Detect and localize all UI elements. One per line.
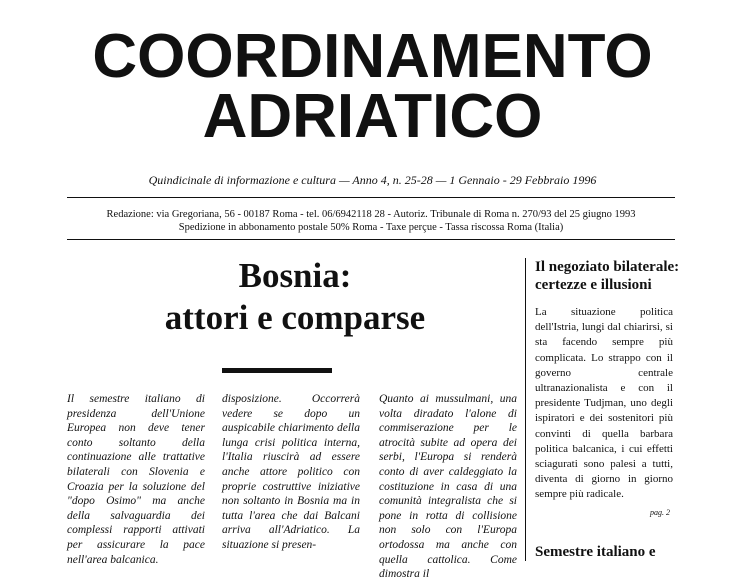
sidebar-headline-1: Il negoziato bilaterale: certezze e illusioni xyxy=(535,259,680,293)
headline-line-2: attori e comparse xyxy=(164,298,426,337)
article-column-1: Il semestre italiano di presidenza dell'Unione Europea non deve tener conto soltanto della continuazione alle trattative bilaterali con Slovenia e Croazia per la soluzione del "dopo Osimo" ma anche della salvaguardia dei complessi rapporti attivati per assicurare la pace nell'area balcanica. xyxy=(67,393,205,566)
article-column-3: Quanto ai mussulmani, una volta diradato l'alone di commiserazione per le atrocità subite ad opera dei serbi, l'Europa si renderà conto di aver caldeggiato la costituzione in casa di una comunità integralista che si pone in rotta di collisione non solo con l'Europa ortodossa ma anche con quella cattolica. Come dimostra il xyxy=(379,393,517,581)
masthead-line-2: ADRIATICO xyxy=(202,82,543,151)
headline-line-1: Bosnia: xyxy=(238,256,352,295)
editorial-info xyxy=(67,208,675,234)
sidebar-headline-2: Semestre italiano e xyxy=(535,544,656,560)
issue-line: Quindicinale di informazione e cultura — Anno 4, n. 25-28 — 1 Gennaio - 29 Febbraio 1996 xyxy=(148,173,597,187)
rule-divider-bottom xyxy=(67,239,675,240)
article-column-2: disposizione. Occorrerà vedere se dopo un auspicabile chiarimento della lunga crisi politica interna, l'Italia riuscirà ad essere anche attore politico con proprie costruttive iniziative non soltanto in Bosnia ma in tutta l'area che dai Balcani arriva all'Adriatico. La situazione si presen- xyxy=(222,393,360,551)
sidebar-divider xyxy=(525,258,526,561)
headline-bar xyxy=(222,368,332,373)
sidebar-article-text: La situazione politica dell'Istria, lungi dal chiarirsi, si sta facendo sempre più complicata. Lo strappo con il governo centrale ultranazionalista e con il presidente Tudjman, uno degli ispiratori e dei sostenitori più convinti di quella barbara politica balcanica, i cui effetti sciagurati sono palesi a tutti, diventa di giorno in giorno sempre più radicale. xyxy=(535,306,673,501)
masthead-line-1: COORDINAMENTO xyxy=(92,22,653,91)
editorial-address: Redazione: via Gregoriana, 56 - 00187 Roma - tel. 06/6942118 28 - Autoriz. Tribunale di Roma n. 270/93 del 25 giugno 1993 xyxy=(106,209,636,220)
rule-divider-top xyxy=(67,197,675,198)
sidebar-page-ref: pag. 2 xyxy=(650,508,670,517)
editorial-postal: Spedizione in abbonamento postale 50% Roma - Taxe perçue - Tassa riscossa Roma (Italia) xyxy=(178,222,564,233)
main-headline xyxy=(100,255,490,339)
masthead xyxy=(0,22,745,151)
